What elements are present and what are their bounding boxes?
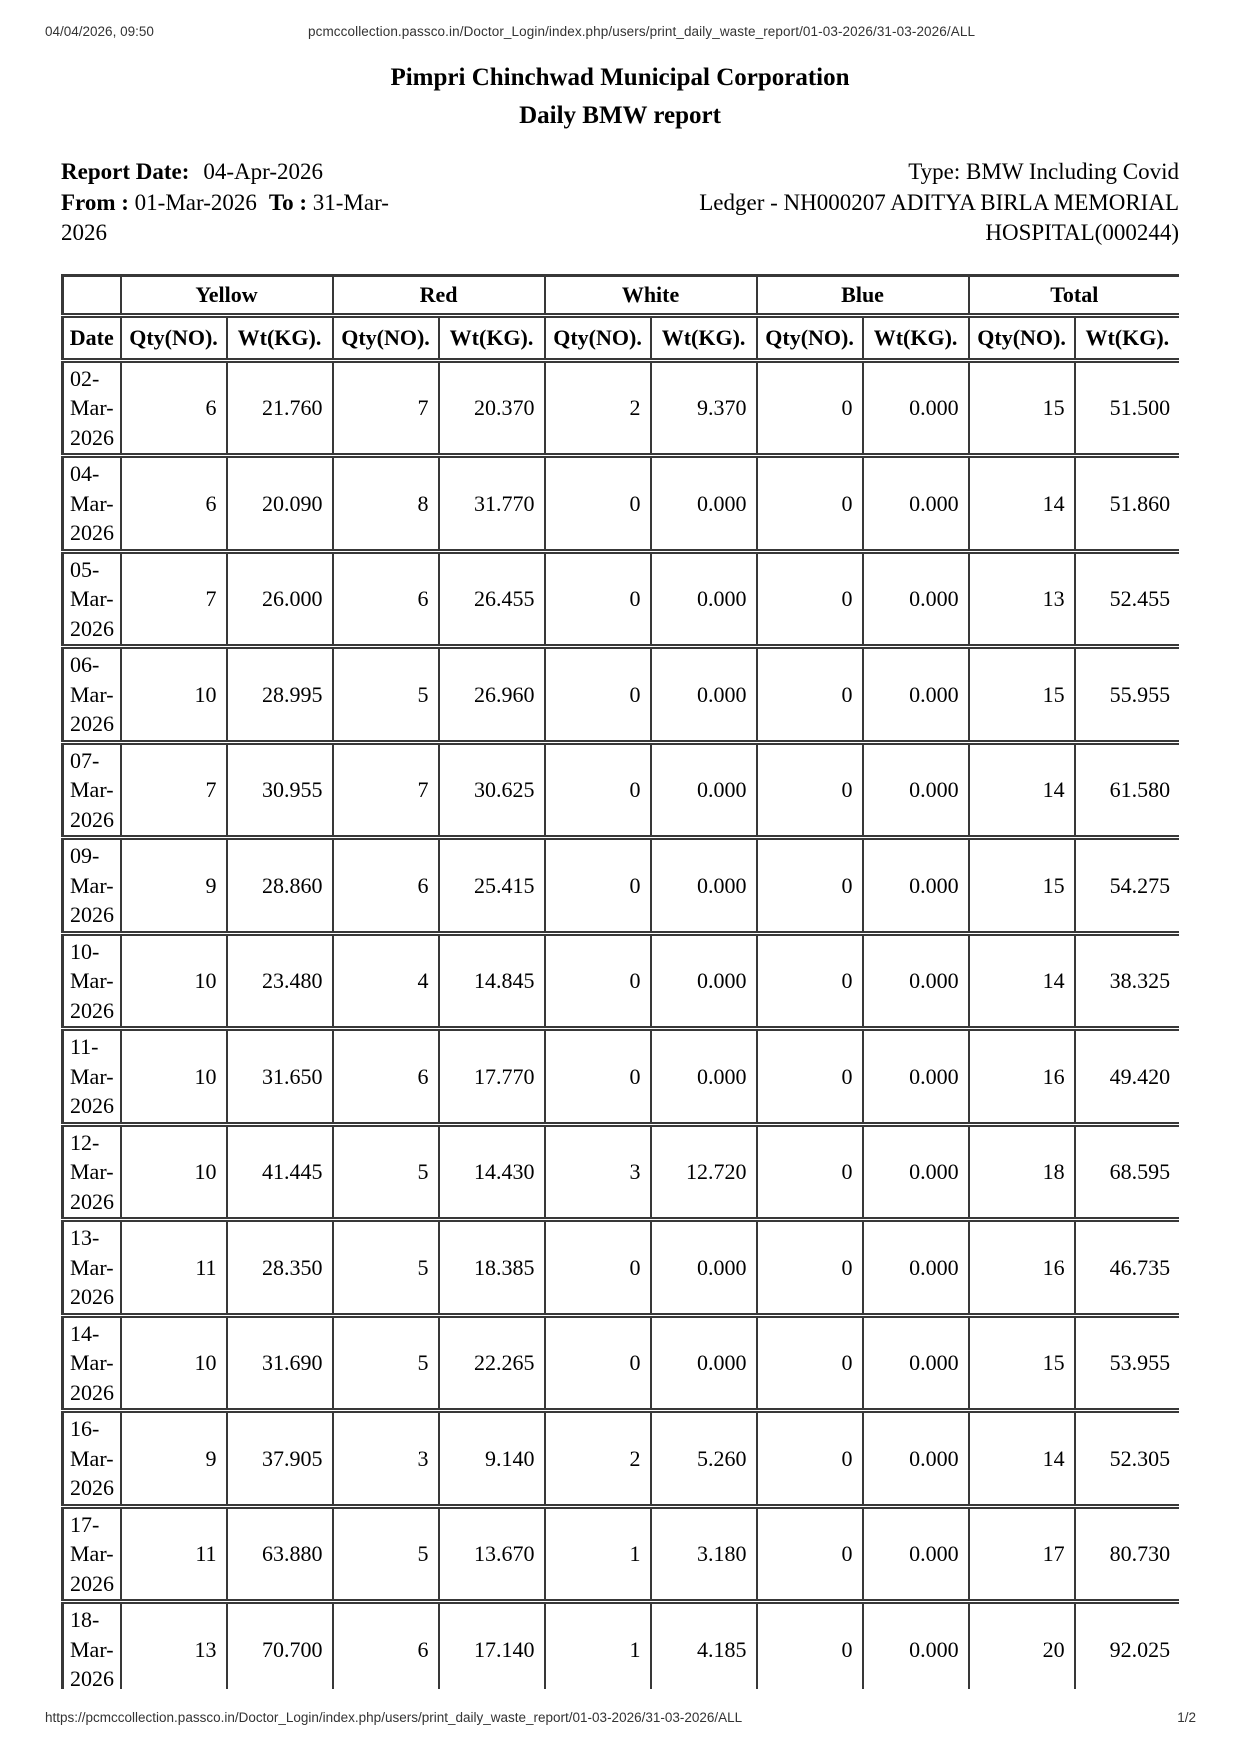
qty-cell: 0 <box>757 1124 863 1220</box>
report-date-label: Report Date: <box>61 159 190 184</box>
qty-cell: 3 <box>545 1124 651 1220</box>
qty-cell: 0 <box>545 1220 651 1316</box>
qty-cell: 5 <box>333 1506 439 1602</box>
qty-cell: 1 <box>545 1506 651 1602</box>
wt-cell: 5.260 <box>651 1411 757 1507</box>
group-header-white: White <box>545 275 757 315</box>
wt-cell: 0.000 <box>651 551 757 647</box>
table-row <box>63 551 1180 647</box>
qty-cell: 0 <box>757 456 863 552</box>
qty-cell: 0 <box>757 1315 863 1411</box>
report-meta-left <box>61 157 423 249</box>
wt-cell: 0.000 <box>863 1124 969 1220</box>
organization-title: Pimpri Chinchwad Municipal Corporation <box>390 64 850 91</box>
report-table-body <box>63 360 1180 1689</box>
to-date-value: 31-Mar-2026 <box>61 189 389 245</box>
qty-cell: 15 <box>969 1315 1075 1411</box>
wt-cell: 0.000 <box>651 1315 757 1411</box>
wt-column-header: Wt(KG). <box>651 315 757 360</box>
qty-cell: 0 <box>757 360 863 456</box>
date-cell: 14-Mar-2026 <box>63 1315 121 1411</box>
qty-cell: 0 <box>757 1220 863 1316</box>
wt-cell: 31.770 <box>439 456 545 552</box>
from-date-value: 01-Mar-2026 <box>134 189 257 215</box>
qty-cell: 6 <box>121 360 227 456</box>
qty-cell: 4 <box>333 933 439 1029</box>
wt-cell: 51.500 <box>1075 360 1179 456</box>
report-meta <box>61 157 1179 249</box>
table-row <box>63 1602 1180 1689</box>
qty-cell: 5 <box>333 1315 439 1411</box>
qty-cell: 0 <box>545 1029 651 1125</box>
wt-cell: 37.905 <box>227 1411 333 1507</box>
qty-cell: 7 <box>121 551 227 647</box>
wt-cell: 80.730 <box>1075 1506 1179 1602</box>
qty-cell: 14 <box>969 456 1075 552</box>
date-cell: 17-Mar-2026 <box>63 1506 121 1602</box>
wt-column-header: Wt(KG). <box>1075 315 1179 360</box>
qty-cell: 0 <box>757 647 863 743</box>
wt-cell: 28.860 <box>227 838 333 934</box>
wt-cell: 53.955 <box>1075 1315 1179 1411</box>
qty-cell: 9 <box>121 1411 227 1507</box>
qty-cell: 15 <box>969 647 1075 743</box>
wt-cell: 0.000 <box>651 838 757 934</box>
wt-cell: 68.595 <box>1075 1124 1179 1220</box>
group-header-red: Red <box>333 275 545 315</box>
qty-cell: 6 <box>333 838 439 934</box>
wt-cell: 0.000 <box>651 456 757 552</box>
qty-cell: 10 <box>121 1124 227 1220</box>
from-label: From : <box>61 189 129 215</box>
date-cell: 11-Mar-2026 <box>63 1029 121 1125</box>
to-label: To : <box>268 189 307 215</box>
qty-cell: 10 <box>121 647 227 743</box>
qty-cell: 0 <box>757 1506 863 1602</box>
qty-cell: 7 <box>333 742 439 838</box>
qty-cell: 17 <box>969 1506 1075 1602</box>
wt-cell: 12.720 <box>651 1124 757 1220</box>
table-row <box>63 1029 1180 1125</box>
wt-cell: 26.000 <box>227 551 333 647</box>
qty-cell: 7 <box>121 742 227 838</box>
qty-cell: 10 <box>121 1029 227 1125</box>
wt-cell: 0.000 <box>863 551 969 647</box>
wt-cell: 52.305 <box>1075 1411 1179 1507</box>
date-cell: 16-Mar-2026 <box>63 1411 121 1507</box>
qty-cell: 18 <box>969 1124 1075 1220</box>
report-title: Daily BMW report <box>519 102 721 129</box>
qty-cell: 0 <box>757 551 863 647</box>
qty-column-header: Qty(NO). <box>121 315 227 360</box>
report-date-value: 04-Apr-2026 <box>203 159 324 184</box>
wt-cell: 0.000 <box>863 1220 969 1316</box>
qty-cell: 13 <box>121 1602 227 1689</box>
date-cell: 13-Mar-2026 <box>63 1220 121 1316</box>
wt-cell: 21.760 <box>227 360 333 456</box>
wt-cell: 20.090 <box>227 456 333 552</box>
wt-cell: 52.455 <box>1075 551 1179 647</box>
wt-cell: 31.650 <box>227 1029 333 1125</box>
wt-cell: 55.955 <box>1075 647 1179 743</box>
wt-cell: 25.415 <box>439 838 545 934</box>
wt-cell: 49.420 <box>1075 1029 1179 1125</box>
print-header <box>0 24 1241 44</box>
qty-cell: 6 <box>333 551 439 647</box>
wt-cell: 0.000 <box>651 933 757 1029</box>
qty-cell: 6 <box>333 1602 439 1689</box>
qty-cell: 2 <box>545 1411 651 1507</box>
date-column-header: Date <box>63 315 121 360</box>
report-type: Type: BMW Including Covid <box>908 159 1179 184</box>
qty-cell: 1 <box>545 1602 651 1689</box>
wt-cell: 17.770 <box>439 1029 545 1125</box>
date-cell: 04-Mar-2026 <box>63 456 121 552</box>
table-row <box>63 1220 1180 1316</box>
wt-cell: 3.180 <box>651 1506 757 1602</box>
wt-cell: 70.700 <box>227 1602 333 1689</box>
wt-cell: 28.350 <box>227 1220 333 1316</box>
table-row <box>63 1411 1180 1507</box>
qty-cell: 0 <box>757 742 863 838</box>
table-row <box>63 1506 1180 1602</box>
group-header-yellow: Yellow <box>121 275 333 315</box>
wt-cell: 0.000 <box>863 360 969 456</box>
date-cell: 10-Mar-2026 <box>63 933 121 1029</box>
table-group-header-row <box>63 275 1180 315</box>
wt-cell: 38.325 <box>1075 933 1179 1029</box>
qty-cell: 10 <box>121 1315 227 1411</box>
wt-cell: 20.370 <box>439 360 545 456</box>
qty-cell: 3 <box>333 1411 439 1507</box>
qty-cell: 15 <box>969 838 1075 934</box>
group-header-total: Total <box>969 275 1179 315</box>
date-cell: 09-Mar-2026 <box>63 838 121 934</box>
wt-column-header: Wt(KG). <box>863 315 969 360</box>
qty-cell: 0 <box>757 838 863 934</box>
qty-cell: 16 <box>969 1220 1075 1316</box>
wt-cell: 0.000 <box>863 838 969 934</box>
qty-cell: 0 <box>545 838 651 934</box>
qty-cell: 0 <box>757 1602 863 1689</box>
wt-cell: 17.140 <box>439 1602 545 1689</box>
qty-column-header: Qty(NO). <box>969 315 1075 360</box>
qty-cell: 13 <box>969 551 1075 647</box>
wt-cell: 26.455 <box>439 551 545 647</box>
table-row <box>63 1315 1180 1411</box>
wt-cell: 18.385 <box>439 1220 545 1316</box>
report-ledger: Ledger - NH000207 ADITYA BIRLA MEMORIAL HOSPITAL(000244) <box>699 189 1179 245</box>
wt-cell: 0.000 <box>863 933 969 1029</box>
qty-column-header: Qty(NO). <box>757 315 863 360</box>
wt-cell: 22.265 <box>439 1315 545 1411</box>
wt-cell: 30.955 <box>227 742 333 838</box>
qty-cell: 0 <box>545 456 651 552</box>
wt-column-header: Wt(KG). <box>439 315 545 360</box>
date-cell: 05-Mar-2026 <box>63 551 121 647</box>
date-cell: 02-Mar-2026 <box>63 360 121 456</box>
qty-cell: 0 <box>545 551 651 647</box>
qty-cell: 0 <box>545 1315 651 1411</box>
qty-cell: 8 <box>333 456 439 552</box>
qty-cell: 5 <box>333 1124 439 1220</box>
qty-cell: 0 <box>545 933 651 1029</box>
wt-cell: 26.960 <box>439 647 545 743</box>
qty-cell: 15 <box>969 360 1075 456</box>
print-datetime: 04/04/2026, 09:50 <box>45 24 154 39</box>
wt-cell: 0.000 <box>651 647 757 743</box>
date-cell: 06-Mar-2026 <box>63 647 121 743</box>
table-page-clip <box>61 274 1179 1689</box>
table-row <box>63 933 1180 1029</box>
page-number: 1/2 <box>1177 1710 1196 1725</box>
print-footer-url: https://pcmccollection.passco.in/Doctor_Login/index.php/users/print_daily_waste_report/01-03-2026/31-03-2026/ALL <box>45 1710 743 1725</box>
table-row <box>63 838 1180 934</box>
qty-cell: 5 <box>333 1220 439 1316</box>
qty-cell: 11 <box>121 1506 227 1602</box>
wt-cell: 0.000 <box>863 1506 969 1602</box>
table-row <box>63 360 1180 456</box>
wt-cell: 46.735 <box>1075 1220 1179 1316</box>
table-column-header-row <box>63 315 1180 360</box>
qty-cell: 14 <box>969 933 1075 1029</box>
qty-cell: 0 <box>757 1029 863 1125</box>
qty-cell: 6 <box>333 1029 439 1125</box>
wt-cell: 0.000 <box>863 1602 969 1689</box>
wt-cell: 41.445 <box>227 1124 333 1220</box>
qty-column-header: Qty(NO). <box>545 315 651 360</box>
group-header-blue: Blue <box>757 275 969 315</box>
wt-cell: 54.275 <box>1075 838 1179 934</box>
wt-cell: 28.995 <box>227 647 333 743</box>
qty-cell: 0 <box>757 933 863 1029</box>
qty-cell: 7 <box>333 360 439 456</box>
wt-cell: 0.000 <box>651 1220 757 1316</box>
qty-cell: 11 <box>121 1220 227 1316</box>
date-cell: 12-Mar-2026 <box>63 1124 121 1220</box>
wt-cell: 30.625 <box>439 742 545 838</box>
daily-bmw-table <box>61 274 1179 1689</box>
qty-cell: 14 <box>969 742 1075 838</box>
wt-cell: 0.000 <box>651 1029 757 1125</box>
wt-cell: 0.000 <box>863 1411 969 1507</box>
wt-cell: 31.690 <box>227 1315 333 1411</box>
print-header-url: pcmccollection.passco.in/Doctor_Login/index.php/users/print_daily_waste_report/01-03-2026/31-03-2026/ALL <box>308 24 976 39</box>
wt-cell: 0.000 <box>863 456 969 552</box>
corner-cell <box>63 275 121 315</box>
wt-cell: 23.480 <box>227 933 333 1029</box>
date-cell: 18-Mar-2026 <box>63 1602 121 1689</box>
qty-cell: 5 <box>333 647 439 743</box>
table-row <box>63 1124 1180 1220</box>
table-row <box>63 647 1180 743</box>
print-footer <box>45 1710 1196 1725</box>
table-row <box>63 742 1180 838</box>
qty-cell: 2 <box>545 360 651 456</box>
wt-cell: 0.000 <box>863 1315 969 1411</box>
report-meta-right <box>619 157 1179 249</box>
wt-cell: 51.860 <box>1075 456 1179 552</box>
wt-cell: 0.000 <box>863 742 969 838</box>
wt-cell: 14.430 <box>439 1124 545 1220</box>
qty-cell: 0 <box>545 647 651 743</box>
wt-cell: 9.140 <box>439 1411 545 1507</box>
date-cell: 07-Mar-2026 <box>63 742 121 838</box>
wt-cell: 63.880 <box>227 1506 333 1602</box>
qty-cell: 0 <box>757 1411 863 1507</box>
qty-cell: 10 <box>121 933 227 1029</box>
wt-cell: 61.580 <box>1075 742 1179 838</box>
table-row <box>63 456 1180 552</box>
wt-cell: 4.185 <box>651 1602 757 1689</box>
wt-cell: 9.370 <box>651 360 757 456</box>
wt-cell: 13.670 <box>439 1506 545 1602</box>
qty-cell: 14 <box>969 1411 1075 1507</box>
qty-cell: 16 <box>969 1029 1075 1125</box>
wt-cell: 0.000 <box>863 647 969 743</box>
wt-cell: 0.000 <box>863 1029 969 1125</box>
wt-cell: 0.000 <box>651 742 757 838</box>
wt-cell: 14.845 <box>439 933 545 1029</box>
qty-column-header: Qty(NO). <box>333 315 439 360</box>
qty-cell: 9 <box>121 838 227 934</box>
wt-column-header: Wt(KG). <box>227 315 333 360</box>
wt-cell: 92.025 <box>1075 1602 1179 1689</box>
qty-cell: 0 <box>545 742 651 838</box>
qty-cell: 6 <box>121 456 227 552</box>
qty-cell: 20 <box>969 1602 1075 1689</box>
